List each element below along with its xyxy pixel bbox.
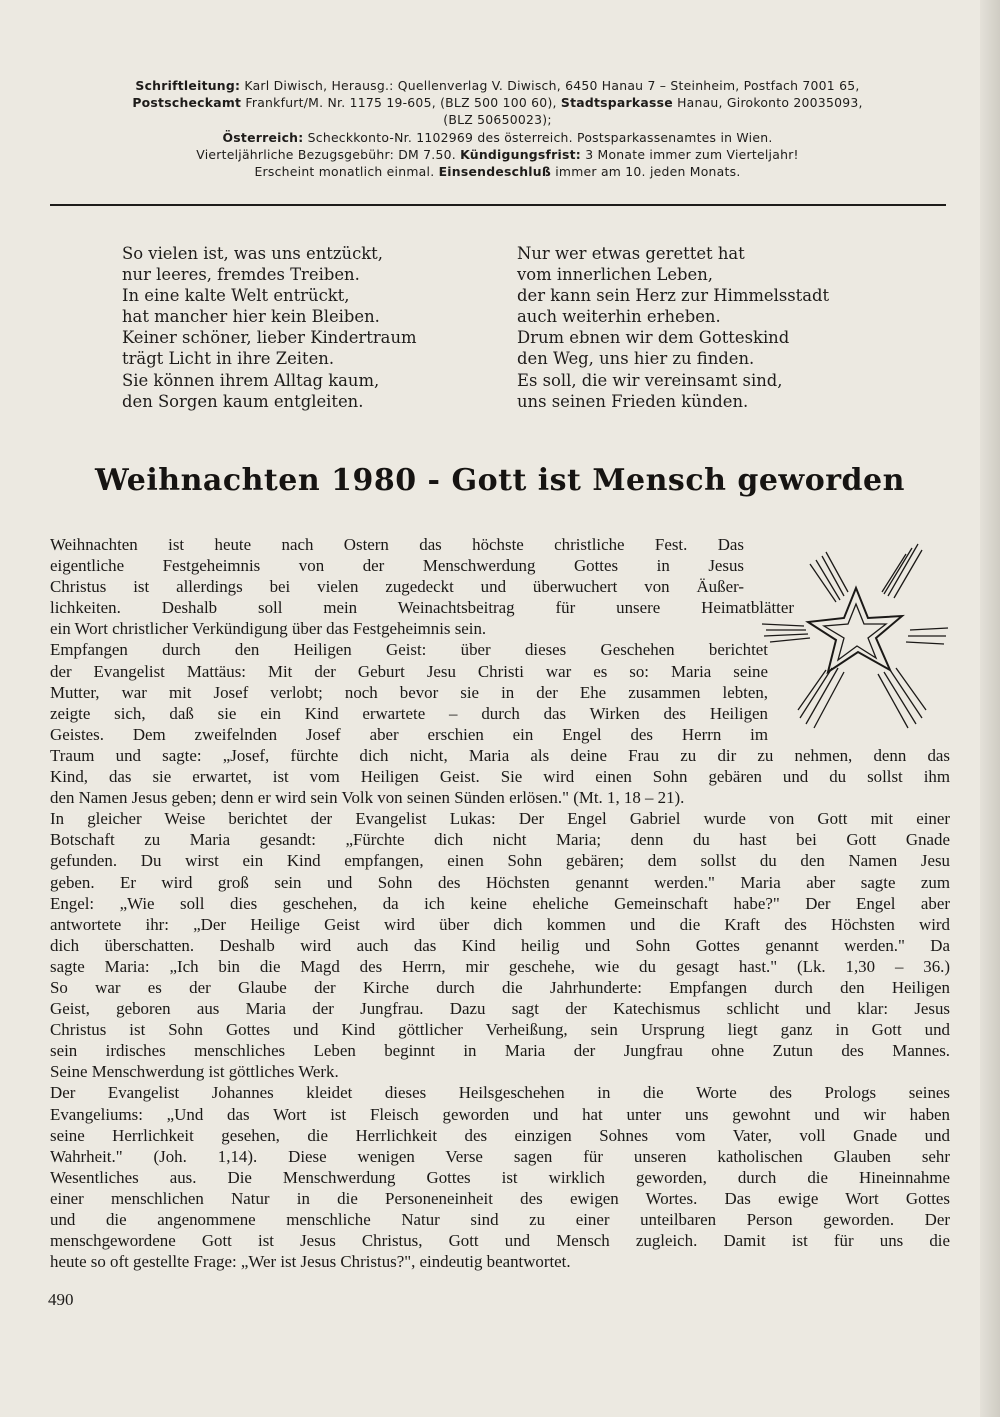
article-line: ein Wort christlicher Verkündigung über das Festgeheimnis sein. bbox=[50, 619, 487, 639]
article-line: Christus ist allerdings bei vielen zugedeckt und überwuchert von Äußer- bbox=[50, 577, 744, 597]
article-line: Wahrheit." (Joh. 1,14). Diese wenigen Verse sagen für unseren katholischen Glauben sehr bbox=[50, 1146, 950, 1166]
article-line: geben. Er wird groß sein und Sohn des Höchsten genannt werden." Maria aber sagte zum bbox=[50, 872, 950, 892]
poem-line: nur leeres, fremdes Treiben. bbox=[122, 265, 360, 285]
masthead-line-publication: Erscheint monatlich einmal. Einsendeschluß immer am 10. jeden Monats. bbox=[254, 164, 741, 180]
article-line: Geist, geboren aus Maria der Jungfrau. Dazu sagt der Katechismus schlicht und klar: Jesus bbox=[50, 999, 950, 1019]
article-line: Mutter, war mit Josef verlobt; noch bevor sie in der Ehe zusammen lebten, bbox=[50, 682, 768, 702]
poem-line: In eine kalte Welt entrückt, bbox=[122, 286, 350, 306]
poem-line: auch weiterhin erheben. bbox=[517, 307, 721, 327]
article-line: Christus ist Sohn Gottes und Kind göttlicher Verheißung, sein Ursprung liegt ganz in Gott und bbox=[50, 1020, 950, 1040]
article-line: Kind, das sie erwartet, ist vom Heiligen Geist. Sie wird einen Sohn gebären und du sollst ihm bbox=[50, 767, 950, 787]
masthead-imprint bbox=[50, 77, 945, 180]
article-line: den Namen Jesus geben; denn er wird sein Volk von seinen Sünden erlösen." (Mt. 1, 18 – 21). bbox=[50, 788, 685, 808]
masthead-line-editorial: Schriftleitung: Karl Diwisch, Herausg.: Quellenverlag V. Diwisch, 6450 Hanau 7 – Steinheim, Postfach 7001 65, bbox=[135, 78, 860, 93]
poem-line: Es soll, die wir vereinsamt sind, bbox=[517, 370, 783, 390]
article-body bbox=[50, 534, 950, 1272]
poem-line: Nur wer etwas gerettet hat bbox=[517, 244, 745, 263]
article-line: einer menschlichen Natur in die Personeneinheit des ewigen Wortes. Das ewige Wort Gottes bbox=[50, 1188, 950, 1208]
article-headline: Weihnachten 1980 - Gott ist Mensch geworden bbox=[95, 463, 905, 498]
article-line: sagte Maria: „Ich bin die Magd des Herrn, mir geschehe, wie du gesagt hast." (Lk. 1,30 – 36.) bbox=[50, 956, 950, 976]
article-line: eigentliche Festgeheimnis von der Menschwerdung Gottes in Jesus bbox=[50, 556, 744, 576]
masthead-line-austria: Österreich: Scheckkonto-Nr. 1102969 des österreich. Postsparkassenamtes in Wien. bbox=[222, 129, 773, 145]
poem-line: Drum ebnen wir dem Gotteskind bbox=[517, 328, 790, 348]
article-line: Der Evangelist Johannes kleidet dieses Heilsgeschehen in die Worte des Prologs seines bbox=[50, 1083, 950, 1103]
article-line: Seine Menschwerdung ist göttliches Werk. bbox=[50, 1062, 339, 1082]
poem-line: uns seinen Frieden künden. bbox=[517, 391, 749, 411]
poem-line: hat mancher hier kein Bleiben. bbox=[122, 307, 380, 327]
article-line: gefunden. Du wirst ein Kind empfangen, einen Sohn gebären; dem sollst du den Namen Jesu bbox=[50, 851, 950, 871]
article-line: dich überschatten. Deshalb wird auch das Kind heilig und Sohn Gottes genannt werden." Da bbox=[50, 935, 950, 955]
article-line: Wesentliches aus. Die Menschwerdung Gottes ist wirklich geworden, durch die Hineinnahme bbox=[50, 1167, 950, 1187]
poem-line: Keiner schöner, lieber Kindertraum bbox=[122, 328, 417, 348]
page-number: 490 bbox=[48, 1290, 74, 1309]
article-line: Traum und sagte: „Josef, fürchte dich nicht, Maria als deine Frau zu dir zu nehmen, denn das bbox=[50, 745, 950, 765]
poem-line: Sie können ihrem Alltag kaum, bbox=[122, 370, 380, 390]
page-edge bbox=[980, 0, 1000, 1417]
poem-line: den Weg, uns hier zu finden. bbox=[517, 349, 755, 369]
article-line: Geistes. Dem zweifelnden Josef aber erschien ein Engel des Herrn im bbox=[50, 724, 768, 744]
article-line: sein irdisches menschliches Leben beginnt in Maria der Jungfrau ohne Zutun des Mannes. bbox=[50, 1041, 950, 1061]
poem-line: trägt Licht in ihre Zeiten. bbox=[122, 349, 335, 369]
article-line: Evangeliums: „Und das Wort ist Fleisch geworden und hat unter uns gewohnt und wir haben bbox=[50, 1104, 950, 1124]
article-line: Weihnachten ist heute nach Ostern das höchste christliche Fest. Das bbox=[50, 535, 744, 554]
article-line: Empfangen durch den Heiligen Geist: über dieses Geschehen berichtet bbox=[50, 640, 768, 660]
article-line: der Evangelist Mattäus: Mit der Geburt Jesu Christi war es so: Maria seine bbox=[50, 661, 768, 681]
article-line: In gleicher Weise berichtet der Evangelist Lukas: Der Engel Gabriel wurde von Gott mit einer bbox=[50, 809, 950, 829]
poem-right-column bbox=[517, 243, 917, 412]
poem-line: So vielen ist, was uns entzückt, bbox=[122, 244, 383, 263]
poem-line: der kann sein Herz zur Himmelsstadt bbox=[517, 286, 830, 306]
poem-line: vom innerlichen Leben, bbox=[517, 265, 713, 285]
masthead-line-banking: Postscheckamt Frankfurt/M. Nr. 1175 19-605, (BLZ 500 100 60), Stadtsparkasse Hanau, Girokonto 20035093, bbox=[132, 95, 863, 111]
article-line: Botschaft zu Maria gesandt: „Fürchte dich nicht Maria; denn du hast bei Gott Gnade bbox=[50, 830, 950, 850]
article-line: menschgewordene Gott ist Jesus Christus, Gott und Mensch zugleich. Damit ist für uns die bbox=[50, 1231, 950, 1251]
article-line: Engel: „Wie soll dies geschehen, da ich keine eheliche Gemeinschaft habe?" Der Engel aber bbox=[50, 893, 950, 913]
masthead-line-blz: (BLZ 50650023); bbox=[443, 112, 552, 128]
article-line: zeigte sich, daß sie ein Kind erwartete – durch das Wirken des Heiligen bbox=[50, 703, 768, 723]
article-line: So war es der Glaube der Kirche durch die Jahrhunderte: Empfangen durch den Heiligen bbox=[50, 977, 950, 997]
article-line: seine Herrlichkeit gesehen, die Herrlichkeit des einzigen Sohnes vom Vater, voll Gnade und bbox=[50, 1125, 950, 1145]
article-line: lichkeiten. Deshalb soll mein Weinachtsbeitrag für unsere Heimatblätter bbox=[50, 598, 794, 618]
poem-line: den Sorgen kaum entgleiten. bbox=[122, 391, 364, 411]
masthead-line-subscription: Vierteljährliche Bezugsgebühr: DM 7.50. Kündigungsfrist: 3 Monate immer zum Vierteljahr! bbox=[196, 146, 799, 162]
article-line: heute so oft gestellte Frage: „Wer ist Jesus Christus?", eindeutig beantwortet. bbox=[50, 1252, 571, 1272]
masthead-divider bbox=[50, 204, 946, 206]
article-line: und die angenommene menschliche Natur sind zu einer unteilbaren Person geworden. Der bbox=[50, 1210, 950, 1229]
poem-left-column bbox=[122, 243, 492, 412]
article-line: antwortete ihr: „Der Heilige Geist wird über dich kommen und die Kraft des Höchsten wird bbox=[50, 914, 950, 934]
